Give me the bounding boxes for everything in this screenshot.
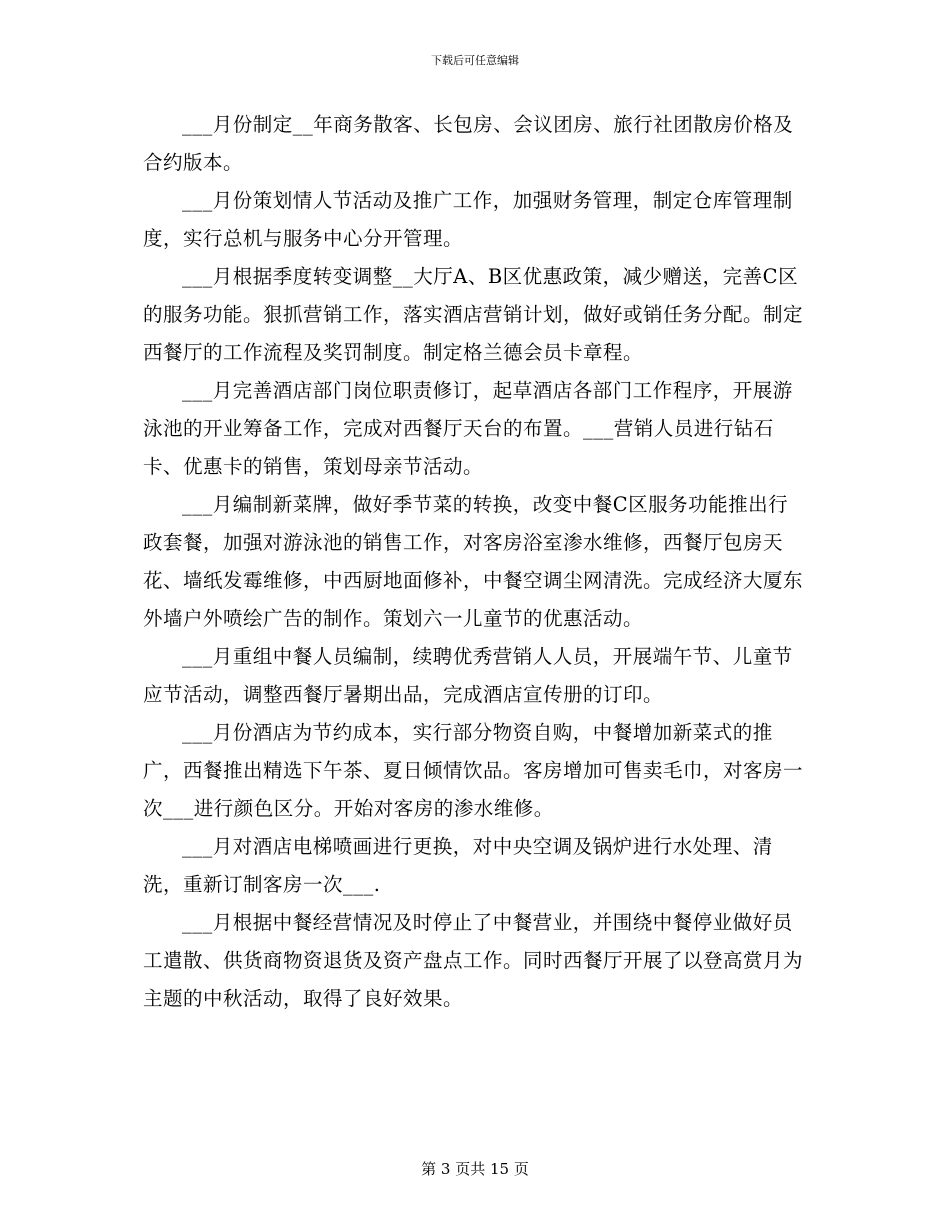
paragraph-3: ___月根据季度转变调整__大厅A、B区优惠政策，减少赠送，完善C区的服务功能。狠抓营销工作，落实酒店营销计划，做好或销任务分配。制定西餐厅的工作流程及奖罚制度。制定格兰德会员卡章程。 bbox=[143, 265, 804, 364]
page-header: 下载后可任意编辑 bbox=[431, 54, 519, 67]
paragraph-4: ___月完善酒店部门岗位职责修订，起草酒店各部门工作程序，开展游泳池的开业筹备工作，完成对西餐厅天台的布置。___营销人员进行钻石卡、优惠卡的销售，策划母亲节活动。 bbox=[143, 379, 793, 478]
paragraph-8: ___月对酒店电梯喷画进行更换，对中央空调及锅炉进行水处理、清洗，重新订制客房一次___. bbox=[143, 835, 773, 896]
paragraph-5: ___月编制新菜牌，做好季节菜的转换，改变中餐C区服务功能推出行政套餐，加强对游泳池的销售工作，对客房浴室渗水维修，西餐厅包房天花、墙纸发霉维修，中西厨地面修补，中餐空调尘网清洗。完成经济大厦东外墙户外喷绘广告的制作。策划六一儿童节的优惠活动。 bbox=[143, 493, 804, 630]
paragraph-7: ___月份酒店为节约成本，实行部分物资自购，中餐增加新菜式的推广，西餐推出精选下午茶、夏日倾情饮品。客房增加可售卖毛巾，对客房一次___进行颜色区分。开始对客房的渗水维修。 bbox=[143, 721, 804, 820]
document-body bbox=[143, 106, 808, 1018]
paragraph-9: ___月根据中餐经营情况及时停止了中餐营业，并围绕中餐停业做好员工遣散、供货商物资退货及资产盘点工作。同时西餐厅开展了以登高赏月为主题的中秋活动，取得了良好效果。 bbox=[143, 911, 804, 1010]
paragraph-6: ___月重组中餐人员编制，续聘优秀营销人人员，开展端午节、儿童节应节活动，调整西餐厅暑期出品，完成酒店宣传册的订印。 bbox=[143, 645, 793, 706]
paragraph-1: ___月份制定__年商务散客、长包房、会议团房、旅行社团散房价格及合约版本。 bbox=[143, 113, 794, 174]
page-number-footer: 第 3 页共 15 页 bbox=[421, 1160, 529, 1178]
paragraph-2: ___月份策划情人节活动及推广工作，加强财务管理，制定仓库管理制度，实行总机与服务中心分开管理。 bbox=[143, 189, 793, 250]
